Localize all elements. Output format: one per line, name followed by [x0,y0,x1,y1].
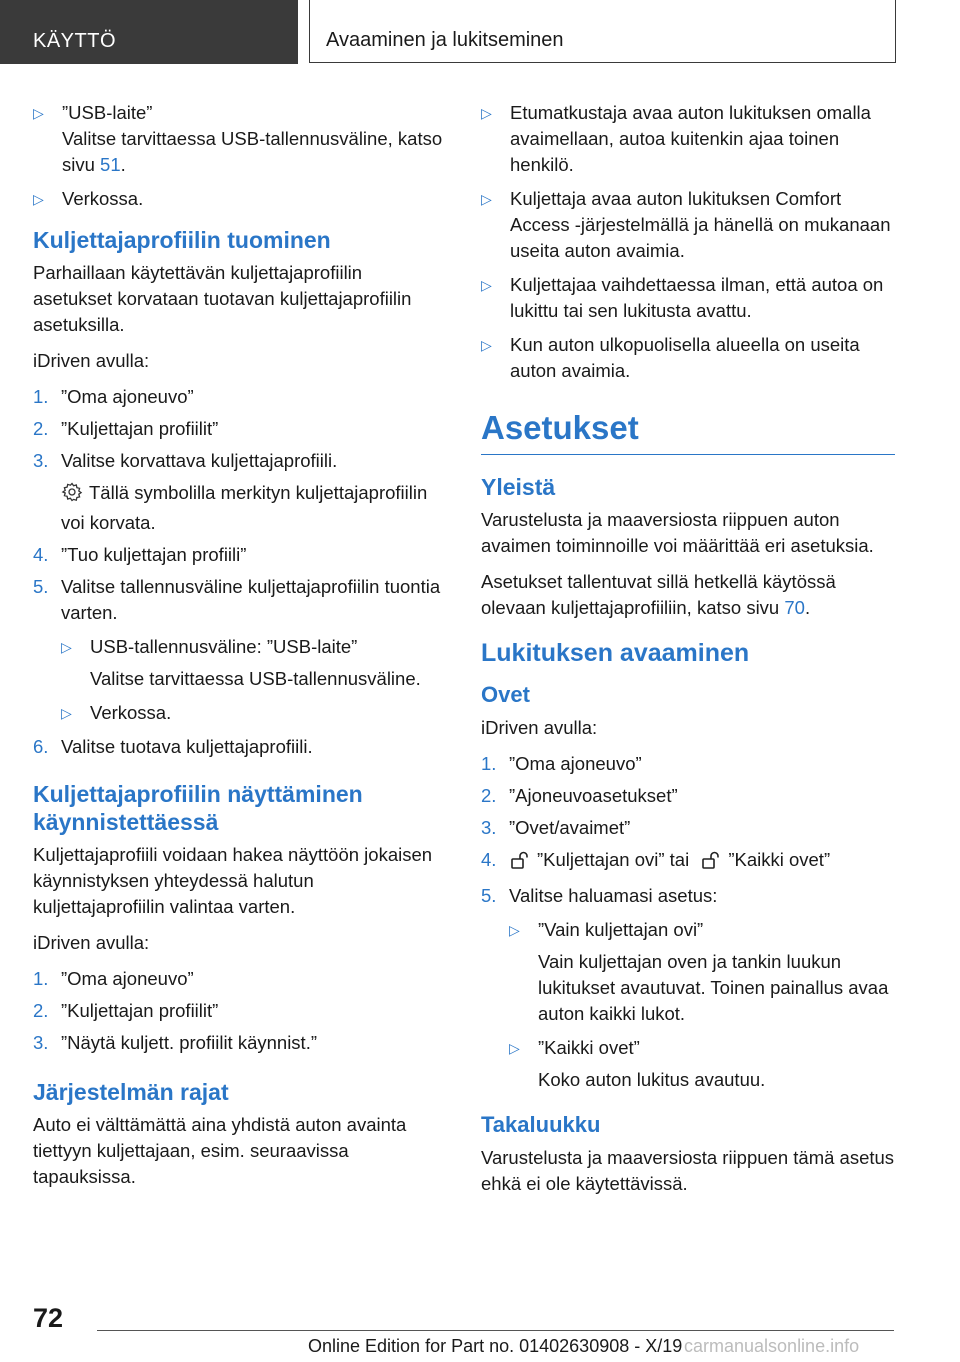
step-text: Valitse haluamasi asetus: [509,885,718,906]
bullet-title: ”Vain kuljettajan ovi” [538,919,704,940]
unlock-icon [700,850,722,877]
right-column [481,100,895,1207]
gear-icon [61,481,83,510]
step-number: 1. [33,386,49,407]
step-number: 3. [33,450,49,471]
list-item [509,917,895,1027]
bullet-text: Etumatkustaja avaa auton lukituksen omalla avaimellaan, autoa kuitenkin ajaa toinen henkilö. [510,102,871,175]
paragraph: Varustelusta ja maaversiosta riippuen auton avaimen toiminnoille voi määrittää eri asetuksia. [481,509,874,556]
step-number: 4. [33,544,49,565]
paragraph: iDriven avulla: [33,350,150,371]
paragraph: iDriven avulla: [481,717,598,738]
heading-unlock: Lukituksen avaaminen [481,639,750,667]
door-steps [481,751,895,1093]
step-text: ”Näytä kuljett. profiilit käynnist.” [61,1032,318,1053]
paragraph-text: Asetukset tallentuvat sillä hetkellä käytössä olevaan kuljettajaprofiiliin, katso sivu [481,571,836,618]
step-item [33,542,443,568]
paragraph: Parhaillaan käytettävän kuljettajaprofiilin asetukset korvataan tuotavan kuljettajaprofiilin asetuksilla. [33,262,412,335]
bullet-text: Kun auton ulkopuolisella alueella on useita auton avaimia. [510,334,860,381]
triangle-bullet-icon: ▷ [61,639,72,655]
heading-show-profile: Kuljettajaprofiilin näyttäminen käynnistettäessä [33,781,363,835]
step-text: Valitse tallennusväline kuljettajaprofiilin tuontia varten. [61,576,441,623]
step-text: ”Oma ajoneuvo” [61,968,194,989]
step-text: ”Ovet/avaimet” [509,817,631,838]
bullet-title: ”USB-laite” [62,102,153,123]
step-text: ”Oma ajoneuvo” [61,386,194,407]
bullet-title: USB-tallennusväline: ”USB-laite” [90,636,358,657]
step-number: 3. [33,1032,49,1053]
watermark-text: carmanualsonline.info [684,1336,860,1356]
note-text: Tällä symbolilla merkityn kuljettajaprofiilin voi korvata. [61,482,428,533]
step-number: 3. [481,817,497,838]
triangle-bullet-icon: ▷ [481,337,492,353]
step-item [33,734,443,760]
bullet-text-part: Valitse tarvittaessa USB-tallennusväline, katso sivu [62,128,443,175]
paragraph [481,569,895,621]
triangle-bullet-icon: ▷ [509,922,520,938]
step-text: ”Kuljettajan profiilit” [61,418,219,439]
step-item [481,883,895,1093]
list-item [33,100,443,178]
list-item [61,700,443,726]
heading-settings: Asetukset [481,406,895,455]
paragraph: Auto ei välttämättä aina yhdistä auton avainta tiettyyn kuljettajaan, esim. seuraavissa tapauksissa. [33,1114,407,1187]
triangle-bullet-icon: ▷ [33,191,44,207]
chapter-title: Avaaminen ja lukitseminen [326,29,564,51]
heading-general: Yleistä [481,474,556,500]
step-item [481,847,895,877]
show-steps [33,966,443,1056]
list-item [481,272,895,324]
step-number: 5. [33,576,49,597]
bullet-text: Valitse tarvittaessa USB-tallennusväline. [90,668,421,689]
step-item [33,384,443,410]
bullet-text [62,126,443,178]
step-item [481,751,895,777]
section-title: KÄYTTÖ [33,30,117,52]
step-text: ”Ajoneuvoasetukset” [509,785,678,806]
step-item [33,998,443,1024]
heading-import-profile: Kuljettajaprofiilin tuominen [33,227,331,253]
page-number: 72 [33,1303,64,1333]
step-text: ”Oma ajoneuvo” [509,753,642,774]
step-item [481,783,895,809]
step-text: ”Kuljettajan profiilit” [61,1000,219,1021]
triangle-bullet-icon: ▷ [481,277,492,293]
bullet-text: Verkossa. [62,188,144,209]
heading-doors: Ovet [481,682,530,707]
page-header [0,0,960,66]
page-link[interactable]: 70 [784,597,805,618]
bullet-text: Verkossa. [90,702,172,723]
step-item [33,448,443,536]
heading-tailgate: Takaluukku [481,1112,601,1137]
bullet-text: Koko auton lukitus avautuu. [538,1069,766,1090]
page-link[interactable]: 51 [100,154,121,175]
list-item [509,1035,895,1093]
paragraph-end: . [804,597,811,618]
step-text: ”Tuo kuljettajan profiili” [61,544,247,565]
import-steps [33,384,443,760]
step-number: 6. [33,736,49,757]
triangle-bullet-icon: ▷ [481,105,492,121]
step-item [33,574,443,726]
triangle-bullet-icon: ▷ [481,191,492,207]
left-column [33,100,443,1200]
chapter-tab [309,0,896,63]
paragraph: Varustelusta ja maaversiosta riippuen tämä asetus ehkä ei ole käytettävissä. [481,1147,895,1194]
step-number: 1. [33,968,49,989]
bullet-text: Kuljettajaa vaihdettaessa ilman, että autoa on lukittu tai sen lukitusta avattu. [510,274,884,321]
step-number: 2. [33,418,49,439]
step-number: 5. [481,885,497,906]
step-text: Valitse tuotava kuljettajaprofiili. [61,736,313,757]
step-item [481,815,895,841]
paragraph: Kuljettajaprofiili voidaan hakea näyttöön jokaisen käynnistyksen yhteydessä halutun kuljettajaprofiilin valintaa varten. [33,844,433,917]
step-text: Valitse korvattava kuljettajaprofiili. [61,450,338,471]
step-item [33,1030,443,1056]
paragraph: iDriven avulla: [33,932,150,953]
list-item [61,634,443,692]
list-item [481,100,895,178]
list-item [481,186,895,264]
heading-system-limits: Järjestelmän rajat [33,1079,229,1105]
triangle-bullet-icon: ▷ [33,105,44,121]
step-note [61,480,443,536]
step-text: ”Kaikki ovet” [728,849,831,870]
step-item [33,966,443,992]
footer-divider [97,1330,894,1331]
triangle-bullet-icon: ▷ [509,1040,520,1056]
step-item [33,416,443,442]
list-item [481,332,895,384]
step-number: 1. [481,753,497,774]
unlock-icon [509,850,531,877]
section-tab [0,0,298,64]
step-number: 4. [481,849,497,870]
edition-text: Online Edition for Part no. 01402630908 - X/19 [308,1336,683,1356]
bullet-text-end: . [120,154,126,175]
bullet-text: Kuljettaja avaa auton lukituksen Comfort Access -järjestelmällä ja hänellä on mukanaan useita auton avaimia. [510,188,891,261]
step-number: 2. [481,785,497,806]
bullet-title: ”Kaikki ovet” [538,1037,640,1058]
list-item [33,186,443,212]
step-text: ”Kuljettajan ovi” tai [537,849,690,870]
step-number: 2. [33,1000,49,1021]
triangle-bullet-icon: ▷ [61,705,72,721]
bullet-text: Vain kuljettajan oven ja tankin luukun lukitukset avautuvat. Toinen painallus avaa auton kaikki lukot. [538,951,889,1024]
